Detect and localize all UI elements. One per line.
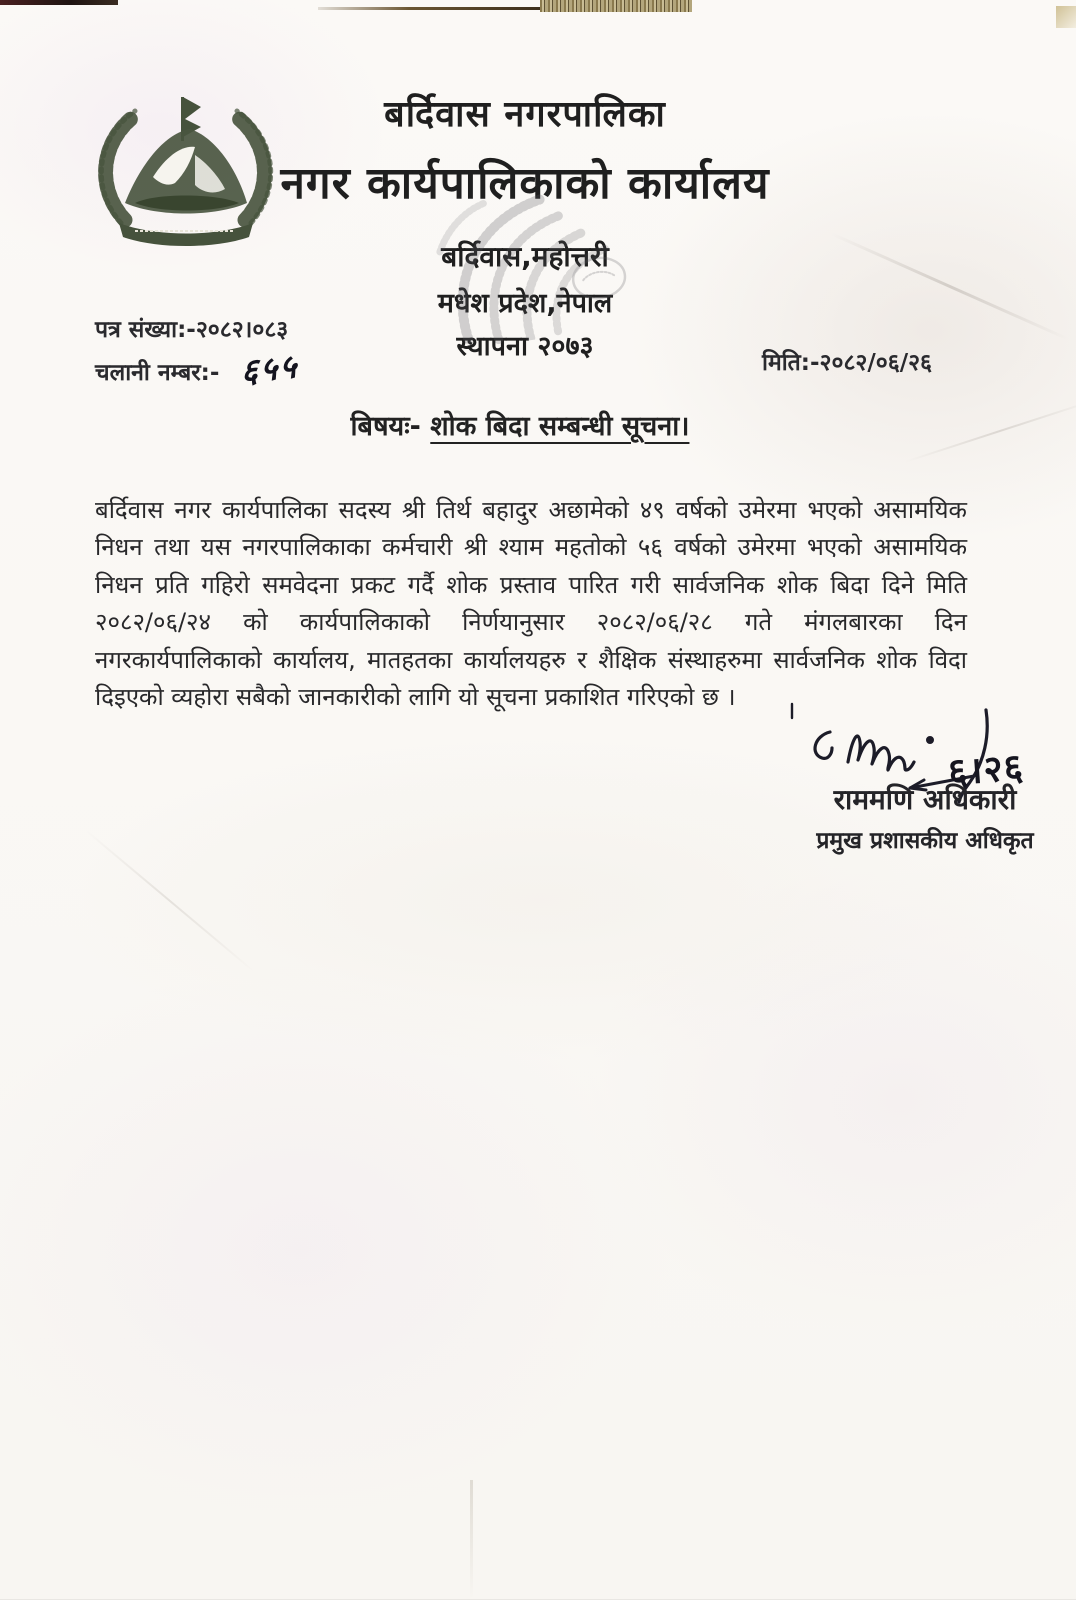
date-label: मिति:-: [762, 350, 820, 376]
signatory-name: राममणि अधिकारी: [833, 783, 1017, 816]
subject-label: बिषयः-: [350, 411, 431, 442]
paper-crease: [470, 1480, 473, 1600]
paper-crease: [831, 232, 1070, 340]
dispatch-number-handwritten: ६५५: [240, 345, 300, 392]
dispatch-number-row: [95, 345, 299, 390]
body-line: बर्दिवास नगर कार्यपालिका सदस्य श्री तिर्थ बहादुर अछामेको ४९ वर्षको उमेरमा भएको असामयिक: [95, 496, 967, 524]
scan-artifact-dark-strip: [0, 0, 118, 5]
body-line: २०८२/०६/२४ को कार्यपालिकाको निर्णयानुसार २०८२/०६/२८ गते मंगलबारका दिन: [95, 608, 967, 637]
office-name: नगर कार्यपालिकाको कार्यालय: [280, 158, 770, 209]
established-line: स्थापना २०७३: [456, 331, 594, 362]
scan-artifact-page-edges: [540, 0, 692, 12]
scan-artifact-corner-mark: [1056, 6, 1076, 28]
body-line: निधन तथा यस नगरपालिकाका कर्मचारी श्री श्याम महतोको ५६ वर्षको उमेरमा भएको असामयिक: [95, 533, 967, 562]
body-line: दिइएको व्यहोरा सबैको जानकारीको लागि यो सूचना प्रकाशित गरिएको छ ।: [95, 683, 736, 712]
letter-number-value: २०८२।०८३: [195, 317, 289, 343]
address-line: बर्दिवास,महोत्तरी: [441, 240, 609, 273]
province-line: मधेश प्रदेश,नेपाल: [437, 288, 613, 319]
signatory-title: प्रमुख प्रशासकीय अधिकृत: [816, 828, 1034, 854]
paper-crease: [85, 830, 255, 973]
letter-number-row: [95, 312, 288, 344]
subject-line: [0, 406, 1040, 443]
mountain-scene: [125, 129, 247, 214]
body-line: नगरकार्यपालिकाको कार्यालय, मातहतका कार्यालयहरु र शैक्षिक संस्थाहरुमा सार्वजनिक शोक विदा: [95, 645, 967, 674]
municipality-name: बर्दिवास नगरपालिका: [384, 94, 666, 135]
date-value: २०८२/०६/२६: [819, 350, 933, 376]
signature-handwritten-date: ६।२६: [946, 745, 1026, 794]
letterhead: [245, 88, 805, 363]
body-line: निधन प्रति गहिरो समवेदना प्रकट गर्दै शोक प्रस्ताव पारित गरी सार्वजनिक शोक बिदा दिने मिति: [95, 570, 967, 599]
scan-artifact-thin-line: [318, 7, 546, 10]
emblem-banner: [119, 223, 253, 246]
dispatch-number-label: चलानी नम्बर:-: [95, 360, 220, 386]
letter-number-label: पत्र संख्या:-: [95, 317, 196, 343]
subject-text: शोक बिदा सम्बन्धी सूचना।: [430, 411, 690, 442]
date-row: [762, 345, 932, 377]
letter-body: [95, 492, 967, 716]
signatory-block: [790, 780, 1060, 855]
